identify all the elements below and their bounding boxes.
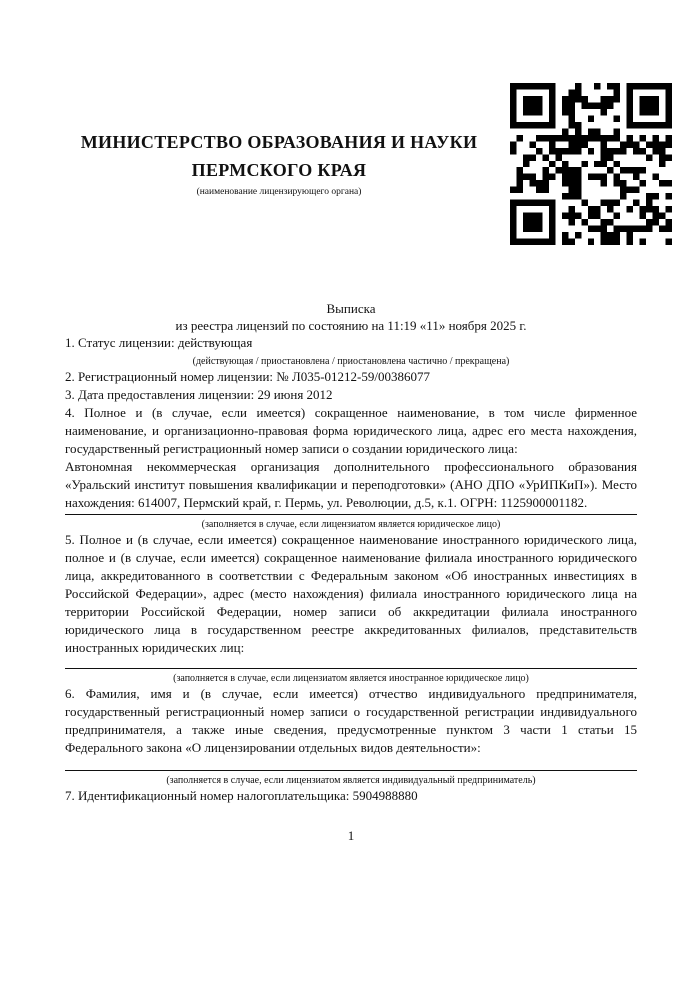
individual-entrepreneur-caption: (заполняется в случае, если лицензиатом является индивидуальный предприниматель)	[166, 775, 536, 786]
taxpayer-number-text: 7. Идентификационный номер налогоплательщика: 5904988880	[65, 788, 418, 803]
licensing-authority	[65, 128, 493, 199]
section-license-status	[65, 334, 637, 368]
qr-code	[510, 83, 672, 245]
section-foreign-entity	[65, 531, 637, 685]
section-legal-entity	[65, 404, 637, 531]
document-title-line1: Выписка	[326, 301, 376, 316]
section-taxpayer-number	[65, 787, 637, 805]
page-number: 1	[347, 828, 355, 843]
legal-entity-label: 4. Полное и (в случае, если имеется) сокращенное наименование, в том числе фирменное наименование, и организационно-правовая форма юридического лица, адрес его места нахождения, государственный регистрационный номер записи о создании юридического лица:	[65, 405, 637, 456]
individual-entrepreneur-label: 6. Фамилия, имя и (в случае, если имеется) отчество индивидуального предпринимателя, государственный регистрационный номер записи о государственной регистрации индивидуального предпринимателя, а также иные сведения, предусмотренные пунктом 3 части 1 статьи 15 Федерального закона «О лицензировании отдельных видов деятельности»:	[65, 686, 637, 755]
section-individual-entrepreneur	[65, 685, 637, 787]
document-title	[65, 300, 637, 334]
license-status-text: 1. Статус лицензии: действующая	[65, 335, 253, 350]
registration-number-text: 2. Регистрационный номер лицензии: № Л035-01212-59/00386077	[65, 369, 431, 384]
section-license-date	[65, 386, 637, 404]
ministry-caption: (наименование лицензирующего органа)	[196, 187, 362, 197]
document-title-line2: из реестра лицензий по состоянию на 11:19 «11» ноября 2025 г.	[175, 318, 527, 333]
ministry-name-line1: МИНИСТЕРСТВО ОБРАЗОВАНИЯ И НАУКИ	[80, 132, 478, 152]
foreign-entity-blank-line	[65, 657, 637, 669]
foreign-entity-caption: (заполняется в случае, если лицензиатом является иностранное юридическое лицо)	[173, 673, 529, 684]
ministry-name-line2: ПЕРМСКОГО КРАЯ	[191, 160, 367, 180]
legal-entity-value: Автономная некоммерческая организация дополнительного профессионального образования «Уральский институт повышения квалификации и переподготовки» (АНО ДПО «УрИПКиП»). Место нахождения: 614007, Пермский край, г. Пермь, ул. Революции, д.5, к.1. ОГРН: 1125900001182.	[65, 458, 637, 515]
individual-entrepreneur-blank-line	[65, 757, 637, 771]
foreign-entity-label: 5. Полное и (в случае, если имеется) сокращенное наименование иностранного юридического лица, полное и (в случае, если имеется) сокращенное наименование филиала иностранного юридического лица, аккредитованного в соответствии с Федеральным законом «Об иностранных инвестициях в Российской Федерации», адрес (место нахождения) филиала иностранного юридического лица на территории Российской Федерации, номер записи об аккредитации филиала иностранного юридического лица в государственном реестре аккредитованных филиалов, представительств иностранных юридических лиц:	[65, 532, 637, 655]
license-date-text: 3. Дата предоставления лицензии: 29 июня 2012	[65, 387, 333, 402]
section-registration-number	[65, 368, 637, 386]
document-header	[65, 0, 637, 248]
legal-entity-caption: (заполняется в случае, если лицензиатом является юридическое лицо)	[201, 519, 501, 530]
license-status-options-caption: (действующая / приостановлена / приостановлена частично / прекращена)	[192, 356, 510, 367]
